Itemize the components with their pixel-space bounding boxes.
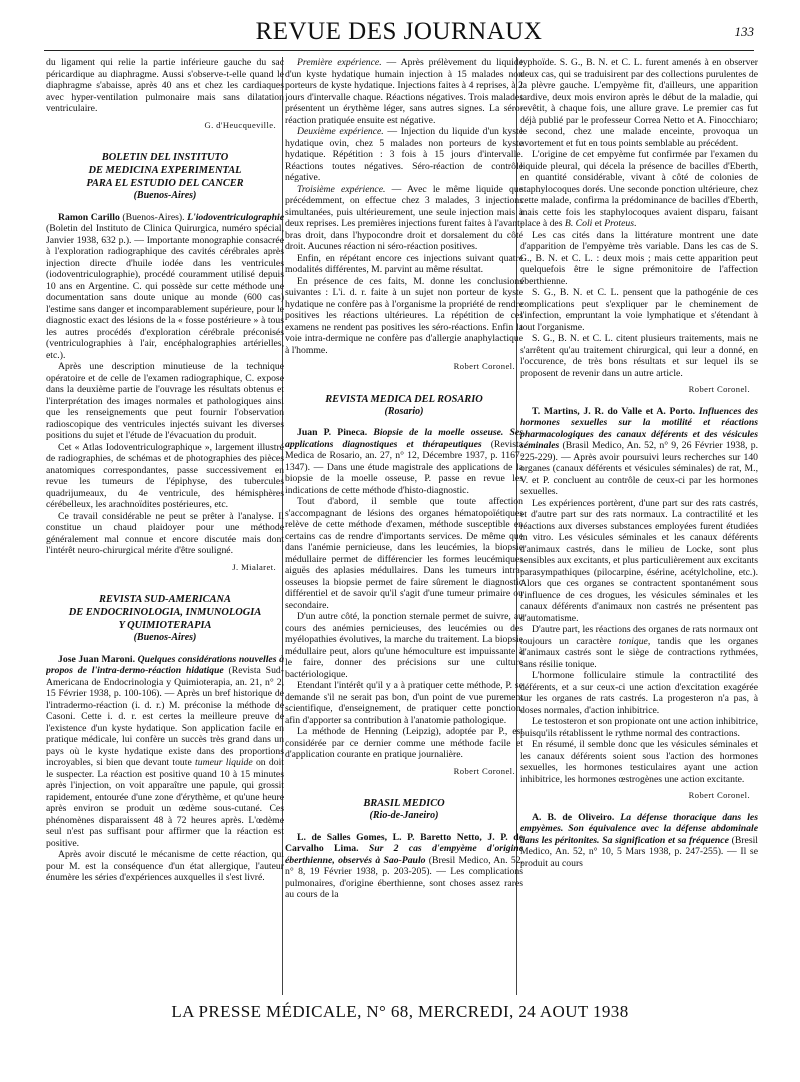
article-author: T. Martins, J. R. do Valle et A. Porto.: [532, 405, 696, 417]
article-title: La défense thoracique dans les empyèmes. Son équivalence avec la défense abdominale dans les péritonites. Sa signification et sa fréquence: [520, 811, 758, 846]
paragraph: Les expériences portèrent, d'une part sur des rats castrés, et d'autre part sur des rats normaux. La contractilité et les réactions aux diverses substances employées furent étudiées in vitro. Les vésicules séminales et les canaux déférents d'animaux castrés, dans le milieu de Locke, sont plus sensibles aux excitants, et plus particulièrement aux excitants parasympathiques (pilocarpine, ésérine, acétylcholine, etc.). Alors que ces organes se contractent spontanément sous l'influence de ces drogues, les vésicules séminales et les canaux déférents d'animaux non castrés ne présentent pas d'automatisme.: [520, 497, 758, 624]
reviewer-signature: Robert Coronel.: [453, 765, 515, 776]
article-title: Quelques considérations nouvelles à propos de l'intra-dermo-réaction hidatique: [46, 653, 284, 676]
paragraph: [520, 149, 758, 230]
column-middle: [285, 57, 523, 992]
paragraph-text: .: [634, 218, 637, 229]
article-text: on doit le suspecter. La réaction est positive quand 10 à 15 minutes après l'injection, on voit apparaître une papule, qui grossit rapidement, entourée d'une zone d'érythème, et qu'une heure après environ se produit un œdème sous-cutané. Ces phénomènes disparaissent 48 à 72 heures après. L'œdème seul n'est pas suffisant pour affirmer que la réaction est positive.: [46, 757, 284, 849]
paragraph: En présence de ces faits, M. donne les conclusions suivantes : L'i. d. r. faite à un sujet non porteur de kyste hydatique ne confère pas à l'organisme la propriété de rendre positives les réactions ultérieures. La répétition de ces examens ne rendent pas positives les séro-réactions. Enfin la voie intra-dermique ne confère pas d'allergie anaphylactique à l'homme.: [285, 275, 523, 356]
journal-heading: [46, 151, 284, 190]
reviewer-signature: Robert Coronel.: [453, 361, 515, 371]
article-author: Ramon Carillo: [58, 211, 120, 223]
experiment-text: — Après prélèvement du liquide d'un kyste hydatique humain injection à 15 malades non porteurs de kyste hydatique. Injections faites à 4 reprises, à 2 jours d'intervalle chaque. Réactions négatives. Trois malades présentent un érythème léger, sans autres signes. La séro-réaction pratiquée ensuite est négative.: [285, 57, 523, 126]
emphasis: tumeur liquide: [195, 757, 253, 768]
article-reference: (Bresil Medico, An. 52, n° 8, 19 Février 1938, p. 203-205). —: [285, 854, 523, 877]
journal-city: (Buenos-Aires): [133, 190, 197, 201]
reviewer-signature: G. d'Heucqueville.: [204, 119, 276, 130]
article-text: Dans une étude magistrale des applications de la biopsie de la moelle osseuse, P. passe en revue les indications de cette méthode d'histo-diagnostic.: [285, 461, 523, 496]
page-footer: LA PRESSE MÉDICALE, N° 68, MERCREDI, 24 AOUT 1938: [171, 1002, 629, 1021]
article-text: Les complications pulmonaires, d'origine éberthienne, sont choses assez rares au cours de la: [285, 866, 523, 900]
article-reference: (Bresil Medico, An. 52, n° 10, 5 Mars 1938, p. 247-255). —: [520, 834, 758, 857]
experiment-text: — Injection du liquide d'un kyste hydatique ovin, chez 5 malades non porteurs de kyste hydatique. Répétition : 3 fois à 15 jours d'intervalle. Réactions toutes négatives. Séro-réaction de contrôle négative.: [285, 126, 523, 183]
column-right: [520, 57, 758, 992]
journal-heading-line: REVISTA SUD-AMERICANA: [99, 594, 231, 605]
journal-heading-line: Y QUIMIOTERAPIA: [118, 620, 212, 631]
paragraph: L'hormone folliculaire stimule la contractilité des déférents, et a sur ceux-ci une action d'excitation exagérée sur les organes de rats castrés. La progesteron n'a pas, à doses normales, d'action inhibitrice.: [520, 670, 758, 716]
paragraph: Le testosteron et son propionate ont une action inhibitrice, puisqu'ils rétablissent le rythme normal des contractions.: [520, 716, 758, 739]
article-reference: (Brasil Medico, An. 52, n° 9, 26 Février 1938, p. 225-229). —: [520, 440, 758, 463]
page-header: [44, 14, 754, 52]
journal-heading: [46, 593, 284, 632]
paragraph: Tout d'abord, il semble que toute affection s'accompagnant de lésions des organes hématopoïétiques relève de cette méthode d'examen, méthode susceptible en certains cas de rendre d'importants services. De même que dans l'anémie pernicieuse, dans les leucémies, la biopsie médullaire permet de différencier les formes leucémiques aiguës des aplasies médullaires. Dans les tumeurs intra-osseuses la biopsie permet de faire sûrement le diagnostic différentiel et de savoir qu'il s'agit d'une tumeur primaire ou secondaire.: [285, 496, 523, 611]
emphasis: Proteus: [604, 218, 634, 229]
journal-heading-line: BOLETIN DEL INSTITUTO: [101, 152, 229, 163]
paragraph: du ligament qui relie la partie inférieure gauche du sac péricardique au diaphragme. Aussi s'observe-t-elle quand le diaphragme s'abaisse, après 40 ans et chez les cardiaques avec hyper-ventilation pulmonaire mais sans dilatation ventriculaire.: [46, 57, 284, 114]
journal-heading-line: DE MEDICINA EXPERIMENTAL: [88, 165, 242, 176]
paragraph: La méthode de Henning (Leipzig), adoptée par P., est considérée par ce dernier comme une méthode facile et d'application courante en pratique journalière.: [285, 726, 523, 760]
article-title: Influences des hormones sexuelles sur la motilité et réactions pharmacologiques des canaux déférents et des vésicules séminales: [520, 405, 758, 451]
article-review: [285, 832, 523, 901]
article-title: Biopsie de la moelle osseuse. Ses applications diagnostiques et thérapeutiques: [285, 427, 523, 450]
journal-heading: [285, 393, 523, 406]
article-title: L'iodoventriculographie: [187, 211, 284, 223]
paragraph: [520, 624, 758, 670]
paragraph-text: , tandis que les organes d'animaux castrés sont le siège de contractions rythmées, sans résilie tonique.: [520, 635, 758, 670]
paragraph-text: L'origine de cet empyème fut confirmée par l'examen du liquide pleural, qui décela la présence de bacilles d'Eberth, en quantité considérable, vivant à côté de colonies de staphylocoques dorés. Une seconde ponction ultérieure, chez cette malade, confirma la prédominance de bacilles d'Eberth, mais cette fois les staphylocoques avaient disparu, faisant place à des: [520, 149, 758, 229]
paragraph: [285, 126, 523, 184]
paragraph: Après une description minutieuse de la technique opératoire et de celle de l'examen radiographique, C. expose dans la deuxième partie de l'ouvrage les résultats obtenus et l'interprétation des images normales et pathologiques ainsi que les renseignements que peut fournir l'observation radioscopique des ventricules injectés suivant les diverses positions du sujet et l'étude de l'évacuation du produit.: [46, 361, 284, 441]
article-title: Sur 2 cas d'empyème d'origine éberthienne, observés à Sao-Paulo: [285, 843, 523, 866]
paragraph: S. G., B. N. et C. L. citent plusieurs traitements, mais ne s'arrêtent qu'au traitement chirurgical, qui leur a donné, en l'occurence, de très bons résultats et sur lequel ils se proposent de revenir dans un autre article.: [520, 333, 758, 379]
paragraph: Enfin, en répétant encore ces injections suivant quatre modalités différentes, M. parvint au même résultat.: [285, 252, 523, 275]
experiment-text: — Avec le même liquide que précédemment, on effectue chez 3 malades, 3 injections simultanées, puis ultérieurement, une seule injection mais à deux reprises. Les premières injections furent faites à l'avant-bras droit, dans l'hypocondre droit et dorsalement du côté droit. Aucunes réaction ni séro-réaction positives.: [285, 183, 523, 252]
article-review: [46, 654, 284, 850]
article-text: Après un bref historique de l'intradermo-réaction (i. d. r.) M. préconise la méthode de Casoni. Cette i. d. r. est certes la meilleure preuve de l'existence d'un kyste hydatique. Son application facile en pratique médicale, lui confère un succès très grand dans un pays où le kyste hydatique existe dans des proportions incroyables, si bien que devant toute: [46, 688, 284, 768]
paragraph: D'un autre côté, la ponction sternale permet de suivre, au cours des anémies pernicieuses, des leucémies ou des myélopathies évolutives, la marche du traitement. La biopsie médullaire peut, alors qu'une hémoculture est impuissante à le faire, donner des précisions sur une culture bactériologique.: [285, 611, 523, 680]
journal-city: (Rosario): [384, 405, 424, 417]
journal-heading-line: REVISTA MEDICA DEL ROSARIO: [325, 393, 483, 405]
article-author: Juan P. Pineca.: [297, 427, 368, 438]
journal-city: (Rio-de-Janeiro): [369, 810, 439, 821]
article-review: [285, 427, 523, 496]
journal-heading-line: DE ENDOCRINOLOGIA, INMUNOLOGIA: [68, 607, 262, 618]
paragraph: [285, 57, 523, 126]
paragraph: Ce travail considérable ne peut se prêter à l'analyse. Il constitue un chaud plaidoyer pour une méthode généralement mal connue et encore discutée mais dont l'intérêt neuro-chirurgical mérite d'être souligné.: [46, 510, 284, 556]
reviewer-signature: Robert Coronel.: [688, 790, 750, 800]
paragraph: typhoïde. S. G., B. N. et C. L. furent amenés à en observer deux cas, qui se traduisirent par des collections purulentes de la plèvre gauche. L'empyème fit, d'ailleurs, une apparition tardive, deux mois environ après le début de la maladie, qui revêtit, à chaque fois, une allure grave. Le premier cas fut déjà publié par le professeur Correa Netto et A. Finocchiaro; le second, chez une malade enceinte, provoqua un avortement et fut en tous points semblable au précédent.: [520, 57, 758, 149]
paragraph: Etendant l'intérêt qu'il y a à pratiquer cette méthode, P. se demande s'il ne serait pas bon, d'un point de vue purement scientifique, d'enseignement, de pratiquer cette ponction, afin d'apporter sa contribution à l'anatomie pathologique.: [285, 680, 523, 726]
journal-heading-line: BRASIL MEDICO: [363, 798, 445, 809]
author-place: (Buenos-Aires).: [119, 211, 188, 223]
reviewer-signature: Robert Coronel.: [688, 384, 750, 394]
article-review: [46, 212, 284, 362]
journal-section-title: REVUE DES JOURNAUX: [255, 18, 543, 45]
article-review: [520, 812, 758, 870]
journal-city: (Buenos-Aires): [133, 632, 197, 643]
article-author: L. de Salles Gomes, L. P. Baretto Netto, J. P. de Carvalho Lima.: [285, 831, 523, 854]
article-text: Importante monographie consacrée à l'exploration radiographique des cavités cérébrales après injection directe d'huile iodée dans les ventricules (iodoventriculographie), procédé couramment utilisé depuis 10 ans en Argentine. C. qui possède sur cette méthode une documentation sans doute unique au monde (600 cas) l'estime sans danger et incomparablement supérieure, pour le diagnostic exact des lésions de la « fosse postérieure » à tous les autres procédés d'exploration cérébrale préconisés (ventriculographies à l'air, encéphalographies artérielles, etc.).: [46, 234, 284, 361]
journal-heading-line: PARA EL ESTUDIO DEL CANCER: [86, 178, 244, 189]
article-reference: (Boletin del Instituto de Clinica Quirurgica, numéro spécial, Janvier 1938, 632 p.). —: [46, 223, 284, 246]
article-author: Jose Juan Maroni.: [58, 653, 136, 665]
paragraph: En résumé, il semble donc que les vésicules séminales et les canaux déférents soient sous l'action des hormones sexuelles, les hormones testiculaires ayant une action inhibitrice, les hormones œstrogènes une action excitante.: [520, 739, 758, 785]
article-reference: (Revista Medica de Rosario, an. 27, n° 12, Décembre 1937, p. 1167-1347). —: [285, 438, 523, 473]
paragraph-text: D'autre part, les réactions des organes de rats normaux ont toujours un caractère: [520, 624, 758, 647]
article-text: Après avoir poursuivi leurs recherches sur 140 organes (canaux déférents et vésicules séminales) de rat, M., V. et P. concluent au contrôle de ceux-ci par les hormones sexuelles.: [520, 451, 758, 497]
journal-heading: [285, 797, 523, 810]
experiment-label: Deuxième expérience.: [297, 126, 384, 137]
paragraph: [285, 184, 523, 253]
paragraph: S. G., B. N. et C. L. pensent que la pathogénie de ces complications peut s'expliquer par le cheminement de l'infection, empruntant la voie lymphatique et s'étendant à tout l'organisme.: [520, 287, 758, 333]
article-text: Il se produit au cours: [520, 846, 758, 869]
paragraph: Cet « Atlas Iodoventriculographique », largement illustré de radiographies, de schémas et de photographies des pièces anatomiques correspondantes, passe successivement en revue les tumeurs de l'épiphyse, des tubercules quadrijumeaux, du 4e ventricule, des hémisphères cérébelleux, les arachnoïdites postérieures, etc.: [46, 441, 284, 510]
emphasis: B. Coli: [564, 218, 593, 229]
page-number: 133: [734, 24, 754, 39]
experiment-label: Première expérience.: [297, 57, 382, 68]
reviewer-signature: J. Mialaret.: [232, 561, 276, 572]
emphasis: tonique: [618, 635, 648, 647]
column-left: [46, 57, 284, 992]
paragraph-text: et: [592, 218, 605, 229]
header-rule: [44, 50, 754, 51]
article-reference: (Revista Sud-Americana de Endocrinologia y Quimioterapia, an. 21, n° 2, 15 Février 1938, p. 100-106). —: [46, 665, 284, 699]
article-author: A. B. de Oliveiro.: [532, 811, 615, 823]
paragraph: Après avoir discuté le mécanisme de cette réaction, qui pour M. est la conséquence d'un état allergique, l'auteur énumère les séries d'expériences auxquelles il s'est livré.: [46, 849, 284, 883]
article-review: [520, 406, 758, 498]
experiment-label: Troisième expérience.: [297, 183, 386, 195]
paragraph: Les cas cités dans la littérature montrent une date d'apparition de l'empyème très variable. Dans les cas de S. G., B. N. et C. L. : deux mois ; mais cette apparition peut quelquefois être le signe prémonitoire de l'affection éberthienne.: [520, 229, 758, 287]
